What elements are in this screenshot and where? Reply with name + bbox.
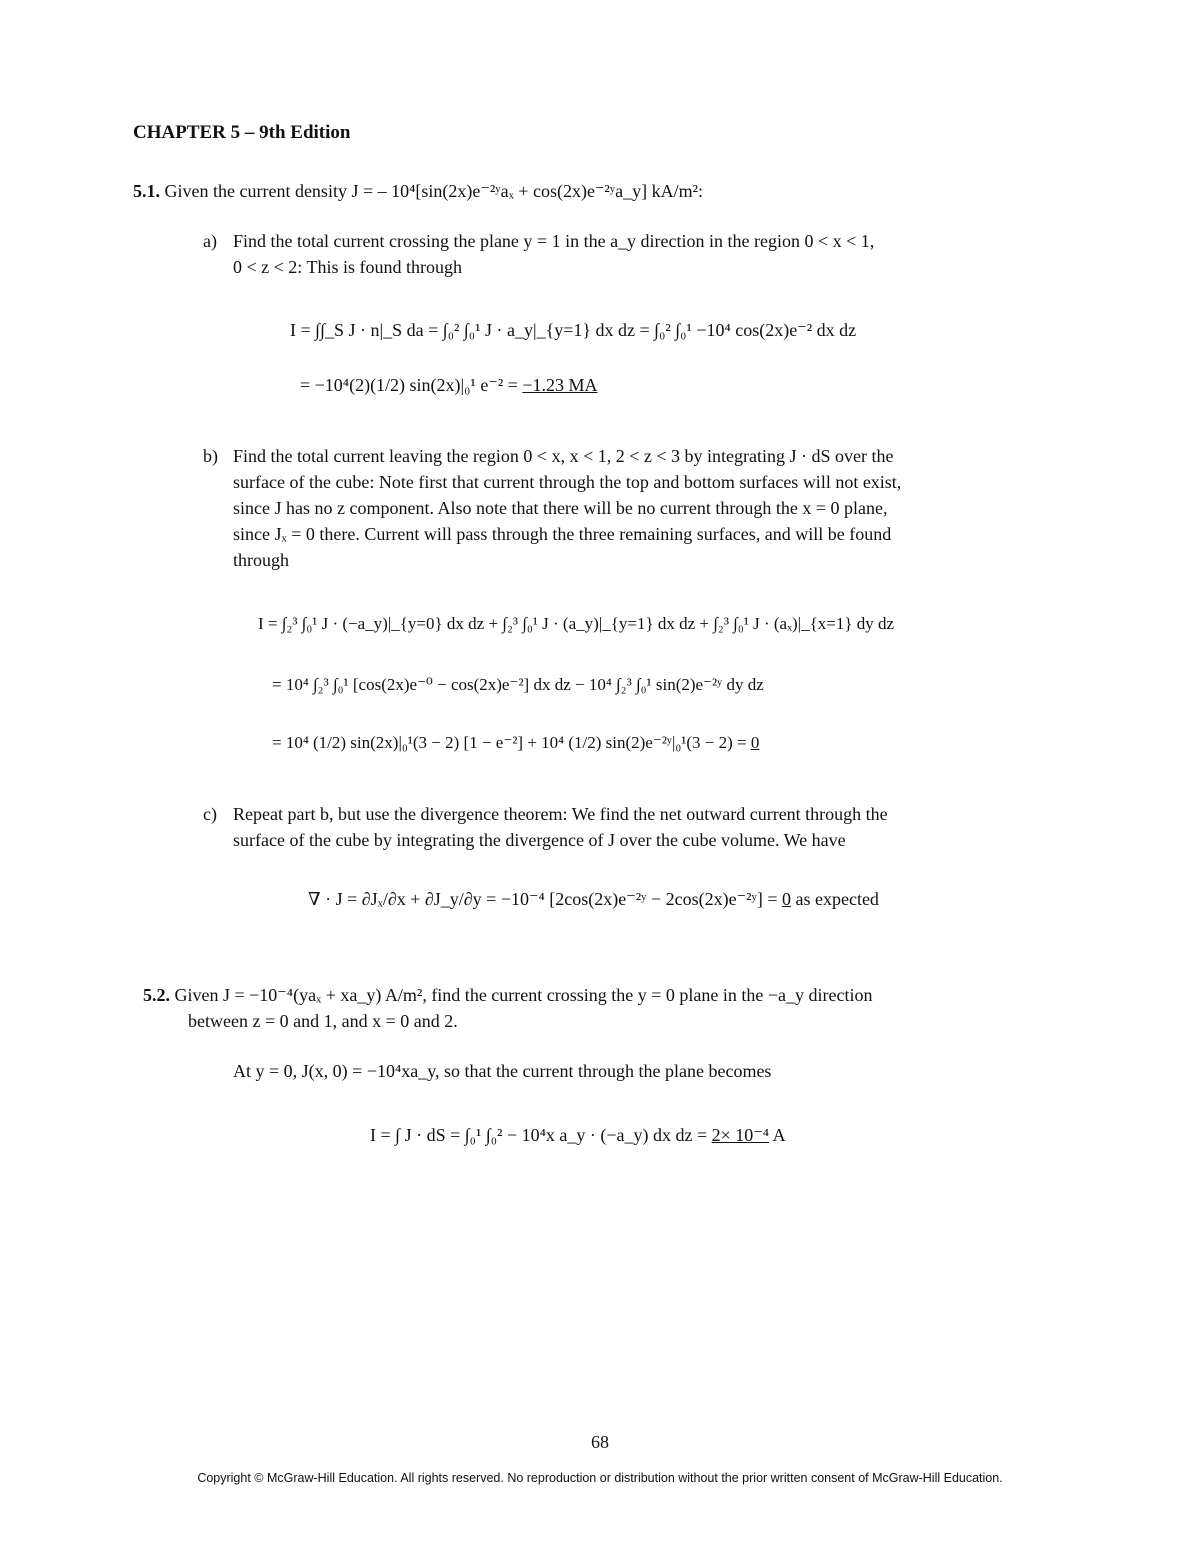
equation-body: ∇ · J = ∂Jₓ/∂x + ∂J_y/∂y = −10⁻⁴ [2cos(2x)e⁻²ʸ − 2cos(2x)e⁻²ʸ] = — [308, 889, 782, 909]
part-label-a: a) — [203, 231, 217, 251]
result-value: −1.23 MA — [522, 375, 598, 395]
result-value: 0 — [750, 733, 760, 752]
equation-body: = 10⁴ (1/2) sin(2x)|₀¹(3 − 2) [1 − e⁻²] + 10⁴ (1/2) sin(2)e⁻²ʸ|₀¹(3 − 2) = — [272, 733, 751, 752]
chapter-title: CHAPTER 5 – 9th Edition — [133, 122, 351, 143]
part-c-equation — [308, 887, 879, 911]
part-label-c: c) — [203, 804, 217, 824]
result-value: 0 — [781, 889, 791, 909]
part-b-equation-1: I = ∫₂³ ∫₀¹ J · (−a_y)|_{y=0} dx dz + ∫₂³ ∫₀¹ J · (a_y)|_{y=1} dx dz + ∫₂³ ∫₀¹ J · (aₓ)|_{x=1} dy dz — [258, 614, 895, 633]
problem-5-2-equation — [370, 1123, 786, 1147]
problem-statement: Given the current density J = – 10⁴[sin(2x)e⁻²ʸaₓ + cos(2x)e⁻²ʸa_y] kA/m²: — [164, 181, 704, 201]
part-a-text-line-1: Find the total current crossing the plane y = 1 in the a_y direction in the region 0 < x < 1, — [233, 231, 875, 251]
problem-5-2-statement-line-1 — [143, 982, 873, 1008]
problem-statement: Given J = −10⁻⁴(yaₓ + xa_y) A/m², find the current crossing the y = 0 plane in the −a_y direction — [174, 985, 873, 1005]
part-b-equation-2: = 10⁴ ∫₂³ ∫₀¹ [cos(2x)e⁻⁰ − cos(2x)e⁻²] dx dz − 10⁴ ∫₂³ ∫₀¹ sin(2)e⁻²ʸ dy dz — [272, 675, 764, 694]
part-b-equation-3 — [272, 731, 759, 755]
part-a-equation-2 — [300, 373, 598, 397]
part-label-b: b) — [203, 446, 218, 466]
part-a-equation-1: I = ∫∫_S J · n|_S da = ∫₀² ∫₀¹ J · a_y|_{y=1} dx dz = ∫₀² ∫₀¹ −10⁴ cos(2x)e⁻² dx dz — [290, 320, 857, 340]
part-b-text-line-5: through — [233, 550, 289, 570]
problem-5-2-text: At y = 0, J(x, 0) = −10⁴xa_y, so that the current through the plane becomes — [233, 1061, 772, 1081]
equation-body: I = ∫ J · dS = ∫₀¹ ∫₀² − 10⁴x a_y · (−a_y) dx dz = — [370, 1125, 712, 1145]
copyright-notice: Copyright © McGraw-Hill Education. All rights reserved. No reproduction or distribution without the prior written consent of McGraw-Hill Education. — [197, 1471, 1003, 1485]
part-c-text-line-1: Repeat part b, but use the divergence theorem: We find the net outward current through the — [233, 804, 888, 824]
page-number: 68 — [591, 1432, 609, 1452]
equation-body: = −10⁴(2)(1/2) sin(2x)|₀¹ e⁻² = — [300, 375, 523, 395]
part-c-text-line-2: surface of the cube by integrating the divergence of J over the cube volume. We have — [233, 830, 846, 850]
part-b-text-line-1: Find the total current leaving the region 0 < x, x < 1, 2 < z < 3 by integrating J · dS over the — [233, 446, 894, 466]
problem-5-2-statement-line-2: between z = 0 and 1, and x = 0 and 2. — [188, 1011, 458, 1031]
problem-5-1-statement — [133, 178, 703, 204]
result-unit: A — [772, 1125, 786, 1145]
equation-suffix: as expected — [795, 889, 879, 909]
problem-number: 5.2. — [143, 985, 170, 1005]
part-b-text-line-2: surface of the cube: Note first that current through the top and bottom surfaces will not exist, — [233, 472, 902, 492]
result-value: 2× 10⁻⁴ — [711, 1125, 770, 1145]
problem-number: 5.1. — [133, 181, 160, 201]
part-a-text-line-2: 0 < z < 2: This is found through — [233, 257, 462, 277]
part-b-text-line-3: since J has no z component. Also note that there will be no current through the x = 0 plane, — [233, 498, 888, 518]
part-b-text-line-4: since Jₓ = 0 there. Current will pass through the three remaining surfaces, and will be found — [233, 524, 892, 544]
